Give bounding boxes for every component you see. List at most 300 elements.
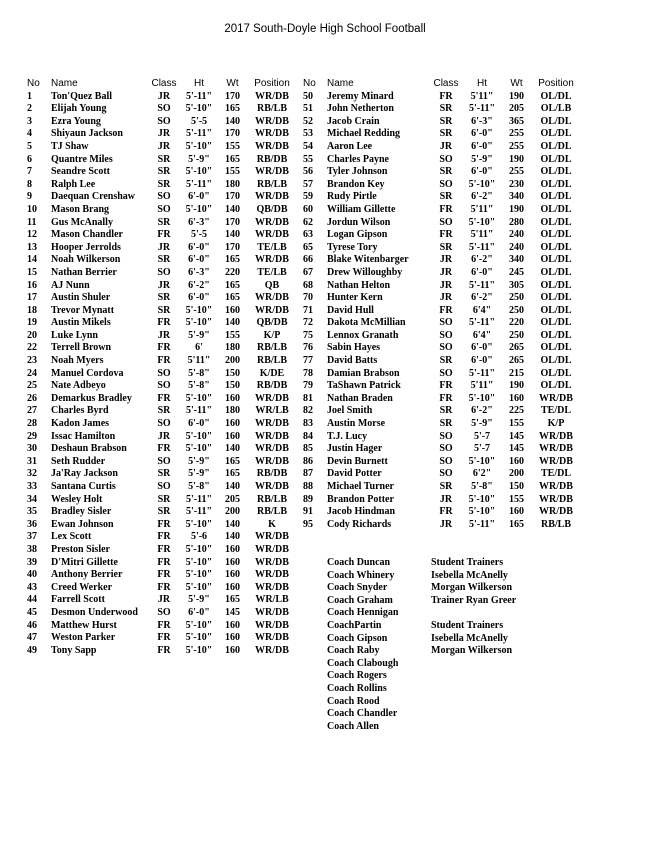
table-row (303, 166, 582, 179)
player-name: Tyler Johnson (327, 166, 388, 178)
table-row (303, 431, 582, 444)
player-name: T.J. Lucy (327, 430, 368, 442)
table-row (303, 468, 582, 481)
player-class: SO (157, 481, 171, 492)
player-number: 17 (27, 292, 37, 304)
player-height: 5'-10" (185, 619, 213, 631)
player-weight: 155 (509, 493, 524, 505)
player-weight: 160 (225, 619, 240, 631)
player-number: 67 (303, 266, 313, 278)
player-height: 5'11" (470, 203, 494, 215)
player-height: 5'-10" (468, 506, 496, 518)
player-height: 6'-0" (471, 266, 493, 278)
player-height: 5'-8" (188, 481, 210, 492)
player-name: Issac Hamilton (51, 430, 116, 442)
player-name: Nate Adbeyo (51, 380, 106, 392)
table-row (27, 330, 298, 343)
coach-name: Coach Raby (327, 645, 380, 657)
player-number: 31 (27, 455, 37, 467)
table-row (303, 317, 582, 330)
player-number: 35 (27, 506, 37, 518)
player-number: 71 (303, 304, 313, 316)
player-name: Austin Mikels (51, 317, 111, 329)
player-name: Sabin Hayes (327, 342, 381, 354)
player-weight: 140 (225, 317, 240, 329)
table-row (27, 594, 298, 607)
coach-name: CoachPartin (327, 619, 382, 631)
player-weight: 170 (225, 216, 240, 228)
player-name: Blake Witenbarger (327, 254, 409, 266)
player-name: Elijah Young (51, 103, 107, 115)
player-class: FR (157, 581, 171, 593)
player-height: 6'-0" (188, 241, 210, 253)
player-name: Daequan Crenshaw (51, 191, 135, 203)
player-height: 6'-3" (471, 115, 493, 127)
player-position: WR/DB (255, 569, 289, 581)
player-height: 5'-7 (473, 430, 491, 442)
player-number: 32 (27, 468, 37, 480)
player-weight: 140 (225, 203, 240, 215)
player-number: 25 (27, 380, 37, 392)
player-name: Dakota McMillian (327, 317, 406, 329)
player-class: FR (439, 380, 453, 392)
player-height: 6'-0" (188, 254, 210, 266)
player-number: 23 (27, 355, 37, 367)
player-name: Lex Scott (51, 531, 92, 543)
header-no: No (303, 78, 316, 89)
player-weight: 160 (225, 556, 240, 568)
player-class: FR (157, 392, 171, 404)
player-position: WR/DB (255, 606, 289, 618)
table-row (27, 607, 298, 620)
player-height: 5'-10" (468, 392, 496, 404)
player-class: FR (439, 90, 453, 102)
player-name: Bradley Sisler (51, 506, 112, 518)
player-number: 2 (27, 103, 32, 115)
player-position: RB/LB (540, 518, 571, 530)
player-class: SR (157, 493, 171, 505)
player-name: Charles Payne (327, 153, 389, 165)
player-height: 5'-10" (185, 166, 213, 178)
player-number: 18 (27, 304, 37, 316)
player-height: 6'-0" (188, 191, 210, 203)
player-weight: 280 (509, 216, 524, 228)
player-name: Austin Shuler (51, 292, 111, 304)
player-height: 5'-11" (185, 405, 213, 417)
player-height: 6'-2" (188, 279, 210, 291)
player-name: Justin Hager (327, 443, 383, 455)
player-position: WR/DB (539, 443, 573, 455)
player-number: 47 (27, 632, 37, 644)
player-weight: 140 (225, 481, 240, 492)
player-height: 6'4" (472, 329, 492, 341)
player-position: WR/DB (255, 418, 289, 430)
player-name: Trevor Mynatt (51, 304, 115, 316)
player-position: OL/DL (540, 128, 572, 140)
player-number: 7 (27, 166, 32, 178)
player-name: Ewan Johnson (51, 518, 114, 530)
coach-name: Coach Duncan (327, 557, 391, 568)
table-row (303, 280, 582, 293)
player-class: SO (157, 115, 171, 127)
player-name: Weston Parker (51, 632, 116, 644)
table-row (27, 191, 298, 204)
player-number: 37 (27, 531, 37, 543)
player-weight: 150 (225, 367, 240, 379)
player-height: 5'-10" (185, 430, 213, 442)
table-row (303, 405, 582, 418)
player-number: 60 (303, 203, 313, 215)
player-height: 5'-8" (471, 481, 493, 492)
player-name: John Netherton (327, 103, 394, 115)
player-number: 8 (27, 178, 32, 190)
table-row (303, 116, 582, 129)
player-weight: 140 (225, 229, 240, 241)
player-position: K (268, 518, 276, 530)
player-number: 13 (27, 241, 37, 253)
player-weight: 200 (225, 355, 240, 367)
table-row (303, 267, 582, 280)
player-weight: 220 (225, 266, 240, 278)
player-number: 29 (27, 430, 37, 442)
player-position: TE/DL (540, 405, 571, 417)
player-height: 5'-10" (468, 493, 496, 505)
coach-name: Coach Clabough (327, 657, 399, 669)
coach-name: Coach Gipson (327, 632, 388, 644)
table-row (27, 519, 298, 532)
player-name: Devin Burnett (327, 455, 388, 467)
player-weight: 170 (225, 191, 240, 203)
player-height: 6'-3" (188, 216, 210, 228)
player-name: William Gillette (327, 203, 396, 215)
player-number: 4 (27, 128, 32, 140)
player-number: 70 (303, 292, 313, 304)
player-number: 16 (27, 279, 37, 291)
header-name: Name (51, 78, 78, 89)
player-weight: 170 (225, 128, 240, 140)
player-position: RB/LB (256, 493, 287, 505)
coach-name: Coach Whinery (327, 569, 395, 581)
player-height: 6'-2" (471, 191, 493, 203)
player-number: 85 (303, 443, 313, 455)
table-row (303, 519, 582, 532)
player-number: 20 (27, 329, 37, 341)
player-height: 5'-10" (185, 304, 213, 316)
player-class: SR (157, 216, 171, 228)
player-number: 89 (303, 493, 313, 505)
player-weight: 140 (225, 115, 240, 127)
player-name: Manuel Cordova (51, 367, 124, 379)
player-weight: 170 (225, 90, 240, 102)
player-position: WR/DB (255, 430, 289, 442)
table-row (303, 254, 582, 267)
player-number: 49 (27, 644, 37, 656)
player-class: JR (157, 430, 171, 442)
player-weight: 165 (225, 594, 240, 606)
table-row (27, 317, 298, 330)
table-row (303, 368, 582, 381)
player-name: Brandon Key (327, 178, 385, 190)
player-position: WR/DB (539, 455, 573, 467)
player-weight: 230 (509, 178, 524, 190)
player-weight: 165 (225, 468, 240, 480)
player-number: 82 (303, 405, 313, 417)
player-class: SO (439, 216, 453, 228)
player-position: WR/DB (255, 140, 289, 152)
table-row (27, 154, 298, 167)
player-position: WR/DB (539, 481, 573, 492)
header-position: Position (254, 78, 290, 89)
player-weight: 165 (225, 279, 240, 291)
player-weight: 255 (509, 140, 524, 152)
table-row (303, 204, 582, 217)
player-weight: 160 (225, 418, 240, 430)
player-number: 56 (303, 166, 313, 178)
player-number: 76 (303, 342, 313, 354)
player-weight: 160 (225, 543, 240, 555)
player-weight: 200 (509, 468, 524, 480)
player-weight: 145 (509, 443, 524, 455)
player-height: 6'-0" (471, 166, 493, 178)
player-height: 5'11" (470, 90, 494, 102)
player-weight: 155 (509, 418, 524, 430)
player-position: WR/LB (255, 405, 289, 417)
trainer-name (431, 607, 516, 620)
player-class: SR (439, 355, 453, 367)
player-height: 5'11" (470, 229, 494, 241)
table-row (27, 254, 298, 267)
table-row (303, 342, 582, 355)
trainers-list (431, 557, 516, 658)
player-name: Lennox Granath (327, 329, 399, 341)
coach-name: Coach Graham (327, 594, 393, 606)
player-weight: 265 (509, 355, 524, 367)
player-weight: 155 (225, 140, 240, 152)
player-position: WR/LB (255, 594, 289, 606)
table-row (27, 405, 298, 418)
player-position: OL/DL (540, 292, 572, 304)
player-number: 68 (303, 279, 313, 291)
player-height: 5'-10" (185, 140, 213, 152)
player-number: 6 (27, 153, 32, 165)
player-height: 5'-10" (185, 203, 213, 215)
player-position: K/P (547, 418, 565, 430)
table-row (303, 141, 582, 154)
table-row (27, 166, 298, 179)
table-row (27, 632, 298, 645)
trainer-name: Morgan Wilkerson (431, 582, 513, 594)
player-number: 33 (27, 481, 37, 492)
player-number: 62 (303, 216, 313, 228)
player-weight: 145 (225, 606, 240, 618)
player-weight: 200 (225, 506, 240, 518)
player-number: 88 (303, 481, 313, 492)
player-weight: 265 (509, 342, 524, 354)
player-class: JR (157, 128, 171, 140)
player-name: Seandre Scott (51, 166, 110, 178)
trainer-name: Student Trainers (431, 619, 504, 631)
player-class: SR (157, 166, 171, 178)
player-weight: 160 (225, 632, 240, 644)
player-height: 5'-6 (190, 531, 208, 543)
player-number: 78 (303, 367, 313, 379)
player-name: Deshaun Brabson (51, 443, 127, 455)
player-class: FR (157, 556, 171, 568)
player-class: SO (439, 367, 453, 379)
player-name: Santana Curtis (51, 481, 116, 492)
table-row (303, 154, 582, 167)
player-class: SR (439, 405, 453, 417)
table-row (303, 355, 582, 368)
player-weight: 160 (509, 455, 524, 467)
player-name: TaShawn Patrick (327, 380, 401, 392)
table-row (27, 431, 298, 444)
player-weight: 145 (509, 430, 524, 442)
player-height: 5'-11" (468, 241, 496, 253)
player-weight: 160 (225, 581, 240, 593)
player-height: 5'-9" (188, 455, 210, 467)
player-position: TE/DL (540, 468, 571, 480)
player-height: 5'-10" (185, 443, 213, 455)
player-number: 10 (27, 203, 37, 215)
roster-table-right (303, 78, 582, 531)
player-name: Shiyaun Jackson (51, 128, 123, 140)
player-position: RB/LB (256, 342, 287, 354)
table-row (27, 368, 298, 381)
player-weight: 205 (225, 493, 240, 505)
player-weight: 140 (225, 531, 240, 543)
player-number: 66 (303, 254, 313, 266)
trainer-name: Morgan Wilkerson (431, 645, 513, 657)
player-number: 34 (27, 493, 37, 505)
table-row (303, 330, 582, 343)
player-name: Hooper Jerrolds (51, 241, 121, 253)
player-position: TE/LB (257, 266, 287, 278)
player-number: 43 (27, 581, 37, 593)
player-name: Michael Turner (327, 481, 394, 492)
table-row (303, 494, 582, 507)
table-row (303, 91, 582, 104)
player-position: OL/DL (540, 380, 572, 392)
table-row (27, 620, 298, 633)
table-row (27, 481, 298, 494)
player-class: FR (157, 632, 171, 644)
player-height: 6'-0" (471, 128, 493, 140)
player-class: SR (439, 103, 453, 115)
player-name: Drew Willoughby (327, 266, 403, 278)
player-weight: 160 (225, 644, 240, 656)
player-height: 6'4" (472, 304, 492, 316)
player-position: QB/DB (256, 203, 288, 215)
player-number: 50 (303, 90, 313, 102)
player-position: WR/DB (539, 506, 573, 518)
player-number: 15 (27, 266, 37, 278)
player-name: Desmon Underwood (51, 606, 138, 618)
player-name: Anthony Berrier (51, 569, 123, 581)
table-row (27, 456, 298, 469)
player-class: SO (439, 430, 453, 442)
player-class: FR (157, 355, 171, 367)
player-position: WR/DB (255, 191, 289, 203)
player-weight: 180 (225, 405, 240, 417)
player-position: WR/DB (255, 115, 289, 127)
player-class: SO (439, 342, 453, 354)
player-class: JR (439, 518, 453, 530)
table-row (27, 531, 298, 544)
player-weight: 165 (225, 292, 240, 304)
player-position: QB/DB (256, 317, 288, 329)
player-position: OL/DL (540, 191, 572, 203)
player-class: SR (157, 468, 171, 480)
player-name: Demarkus Bradley (51, 392, 132, 404)
player-number: 84 (303, 430, 313, 442)
player-class: JR (439, 254, 453, 266)
player-number: 59 (303, 191, 313, 203)
player-height: 5'-11" (185, 506, 213, 518)
table-row (27, 569, 298, 582)
player-position: WR/DB (255, 632, 289, 644)
player-class: SR (157, 153, 171, 165)
player-name: Quantre Miles (51, 153, 113, 165)
player-number: 27 (27, 405, 37, 417)
player-class: SR (439, 241, 453, 253)
roster-header-row (303, 78, 582, 91)
player-name: Ralph Lee (51, 178, 96, 190)
table-row (303, 456, 582, 469)
table-row (303, 128, 582, 141)
player-height: 5'-10" (185, 644, 213, 656)
player-class: FR (439, 229, 453, 241)
table-row (303, 506, 582, 519)
player-height: 6'-0" (188, 606, 210, 618)
header-class: Class (151, 78, 177, 89)
player-height: 5'-11" (468, 367, 496, 379)
player-height: 6'-0" (471, 140, 493, 152)
player-number: 38 (27, 543, 37, 555)
player-number: 45 (27, 606, 37, 618)
player-height: 5'-11" (468, 518, 496, 530)
player-height: 6'-2" (471, 405, 493, 417)
player-height: 6' (195, 342, 203, 354)
table-row (27, 305, 298, 318)
player-name: David Potter (327, 468, 382, 480)
player-weight: 245 (509, 266, 524, 278)
player-number: 3 (27, 115, 32, 127)
player-class: SR (439, 128, 453, 140)
player-class: SO (439, 455, 453, 467)
player-position: OL/DL (540, 279, 572, 291)
player-class: FR (157, 229, 171, 241)
roster-table-left (27, 78, 298, 657)
player-weight: 180 (225, 178, 240, 190)
player-class: FR (439, 392, 453, 404)
player-height: 5'-11" (468, 279, 496, 291)
player-weight: 205 (509, 103, 524, 115)
player-position: QB (264, 279, 280, 291)
table-row (303, 418, 582, 431)
player-class: SO (157, 380, 171, 392)
roster-header-row (27, 78, 298, 91)
player-height: 5'-10" (185, 556, 213, 568)
player-name: Jeremy Minard (327, 90, 394, 102)
player-number: 77 (303, 355, 313, 367)
header-ht: Ht (194, 78, 204, 89)
player-class: SO (157, 367, 171, 379)
player-position: WR/DB (255, 216, 289, 228)
table-row (303, 481, 582, 494)
player-class: SO (157, 191, 171, 203)
player-class: SR (157, 405, 171, 417)
